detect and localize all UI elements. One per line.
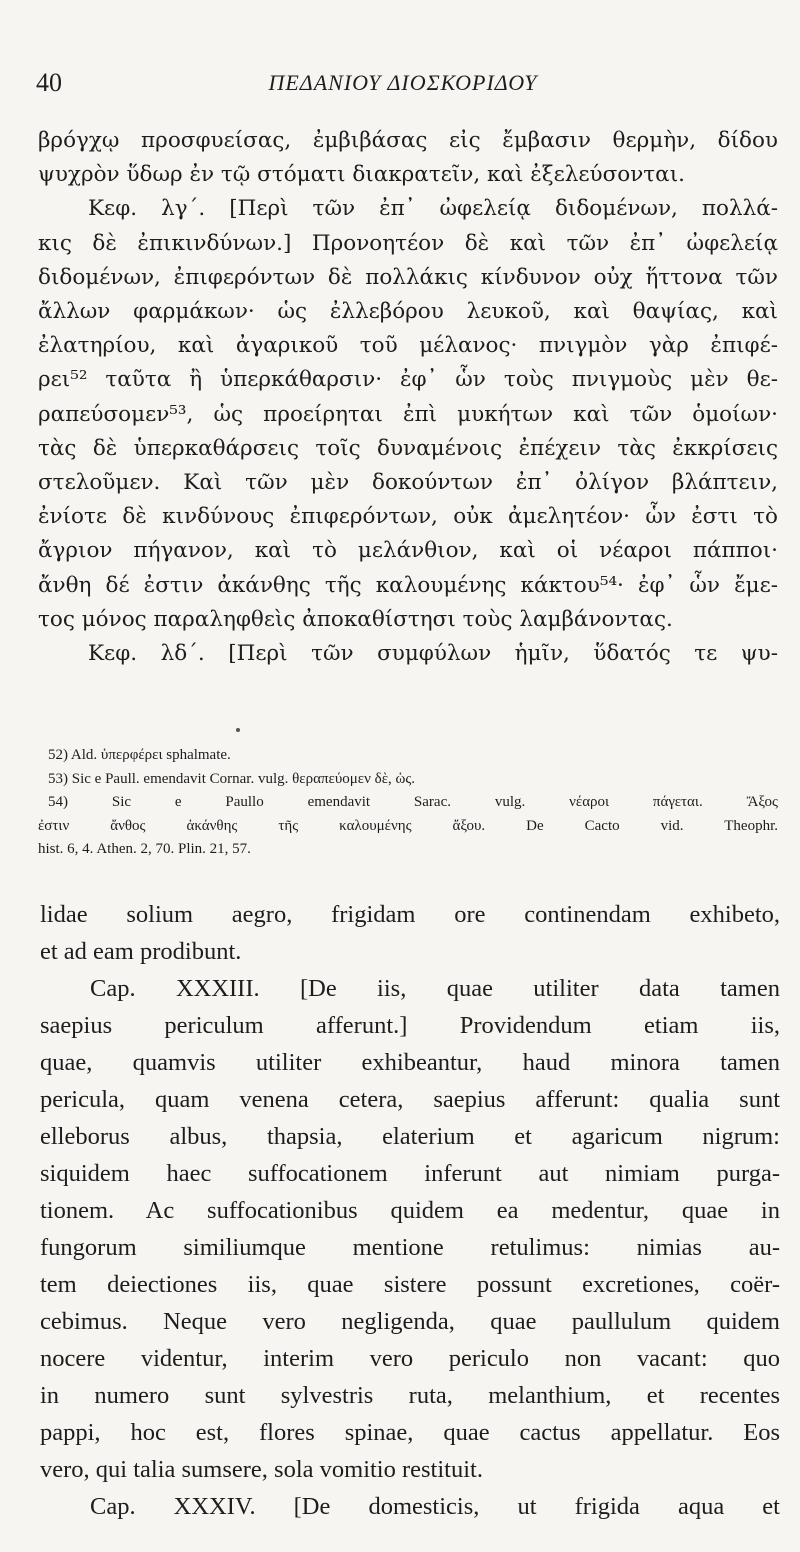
greek-line: ἐνίοτε δὲ κινδύνους ἐπιφερόντων, οὐκ ἀμελητέον· ὧν ἐστι τὸ (38, 504, 778, 530)
latin-line: pappi, hoc est, flores spinae, quae cactus appellatur. Eos (40, 1419, 780, 1446)
latin-line: tionem. Ac suffocationibus quidem ea medentur, quae in (40, 1197, 780, 1224)
running-title: ΠΕΔΑΝΙΟΥ ΔΙΟΣΚΟΡΙΔΟΥ (268, 70, 538, 95)
greek-chapter-heading: Κεφ. λγ΄. [Περὶ τῶν ἐπ᾽ ὠφελείᾳ διδομένων, πολλά- (88, 196, 778, 222)
greek-line: ἄγριον πήγανον, καὶ τὸ μελάνθιον, καὶ οἱ νέαροι πάπποι· (38, 538, 778, 564)
latin-line: siquidem haec suffocationem inferunt aut nimiam purga- (40, 1160, 780, 1187)
latin-line: cebimus. Neque vero negligenda, quae paullulum quidem (40, 1308, 780, 1335)
running-head (36, 68, 770, 108)
latin-line: vero, qui talia sumsere, sola vomitio restituit. (40, 1456, 483, 1483)
footnote-continuation: hist. 6, 4. Athen. 2, 70. Plin. 21, 57. (38, 841, 251, 857)
latin-line: pericula, quam venena cetera, saepius afferunt: qualia sunt (40, 1086, 780, 1113)
latin-line: fungorum similiumque mentione retulimus: nimias au- (40, 1234, 780, 1261)
latin-line: tem deiectiones iis, quae sistere possunt excretiones, coër- (40, 1271, 780, 1298)
greek-line: ἄνθη δέ ἐστιν ἀκάνθης τῆς καλουμένης κάκτου⁵⁴· ἐφ᾽ ὧν ἔμε- (38, 572, 778, 598)
greek-line: ἄλλων φαρμάκων· ὡς ἐλλεβόρου λευκοῦ, καὶ θαψίας, καὶ (38, 299, 778, 325)
greek-line: ρει⁵² ταῦτα ἢ ὑπερκάθαρσιν· ἐφ᾽ ὧν τοὺς πνιγμοὺς μὲν θε- (38, 367, 778, 393)
latin-chapter-heading: Cap. XXXIII. [De iis, quae utiliter data tamen (90, 975, 780, 1002)
greek-line: τὰς δὲ ὑπερκαθάρσεις τοῖς δυναμένοις ἐπέχειν τὰς ἐκκρίσεις (38, 435, 778, 461)
greek-chapter-heading: Κεφ. λδ΄. [Περὶ τῶν συμφύλων ἡμῖν, ὕδατός τε ψυ- (88, 641, 778, 667)
footnote: 52) Ald. ὑπερφέρει sphalmate. (48, 747, 231, 763)
footnote: 54) Sic e Paullo emendavit Sarac. vulg. νέαροι πάγεται. Ἄξος (48, 794, 778, 810)
latin-line: quae, quamvis utiliter exhibeantur, haud minora tamen (40, 1049, 780, 1076)
greek-line: τος μόνος παραληφθεὶς ἀποκαθίστησι τοὺς λαμβάνοντας. (38, 606, 673, 632)
greek-line: ψυχρὸν ὕδωρ ἐν τῷ στόματι διακρατεῖν, καὶ ἐξελεύσονται. (38, 162, 685, 188)
greek-line: κις δὲ ἐπικινδύνων.] Προνοητέον δὲ καὶ τῶν ἐπ᾽ ὠφελείᾳ (38, 230, 778, 256)
latin-text-block (40, 896, 780, 1525)
greek-line: διδομένων, ἐπιφερόντων δὲ πολλάκις κίνδυνον οὐχ ἥττονα τῶν (38, 264, 778, 290)
latin-line: elleborus albus, thapsia, elaterium et agaricum nigrum: (40, 1123, 780, 1150)
footnote-continuation: ἐστιν ἄνθος ἀκάνθης τῆς καλουμένης ἄξου. De Cacto vid. Theophr. (38, 817, 778, 834)
greek-line: ραπεύσομεν⁵³, ὡς προείρηται ἐπὶ μυκήτων καὶ τῶν ὁμοίων· (38, 401, 778, 427)
latin-line: et ad eam prodibunt. (40, 938, 242, 965)
greek-line: βρόγχῳ προσφυείσας, ἐμβιβάσας εἰς ἔμβασιν θερμὴν, δίδου (38, 128, 778, 153)
latin-line: nocere videntur, interim vero periculo non vacant: quo (40, 1345, 780, 1372)
separator-dot (236, 728, 240, 732)
page-number: 40 (36, 68, 62, 97)
greek-line: ἐλατηρίου, καὶ ἀγαρικοῦ τοῦ μέλανος· πνιγμὸν γὰρ ἐπιφέ- (38, 333, 778, 359)
greek-text-block (38, 124, 778, 671)
latin-chapter-heading: Cap. XXXIV. [De domesticis, ut frigida aqua et (90, 1493, 780, 1520)
latin-line: in numero sunt sylvestris ruta, melanthium, et recentes (40, 1382, 780, 1409)
footnote: 53) Sic e Paull. emendavit Cornar. vulg. θεραπεύομεν δὲ, ὡς. (48, 770, 416, 787)
latin-line: lidae solium aegro, frigidam ore continendam exhibeto, (40, 901, 780, 928)
greek-line: στελοῦμεν. Καὶ τῶν μὲν δοκούντων ἐπ᾽ ὀλίγον βλάπτειν, (38, 470, 778, 496)
latin-line: saepius periculum afferunt.] Providendum etiam iis, (40, 1012, 780, 1039)
footnotes (38, 744, 778, 862)
